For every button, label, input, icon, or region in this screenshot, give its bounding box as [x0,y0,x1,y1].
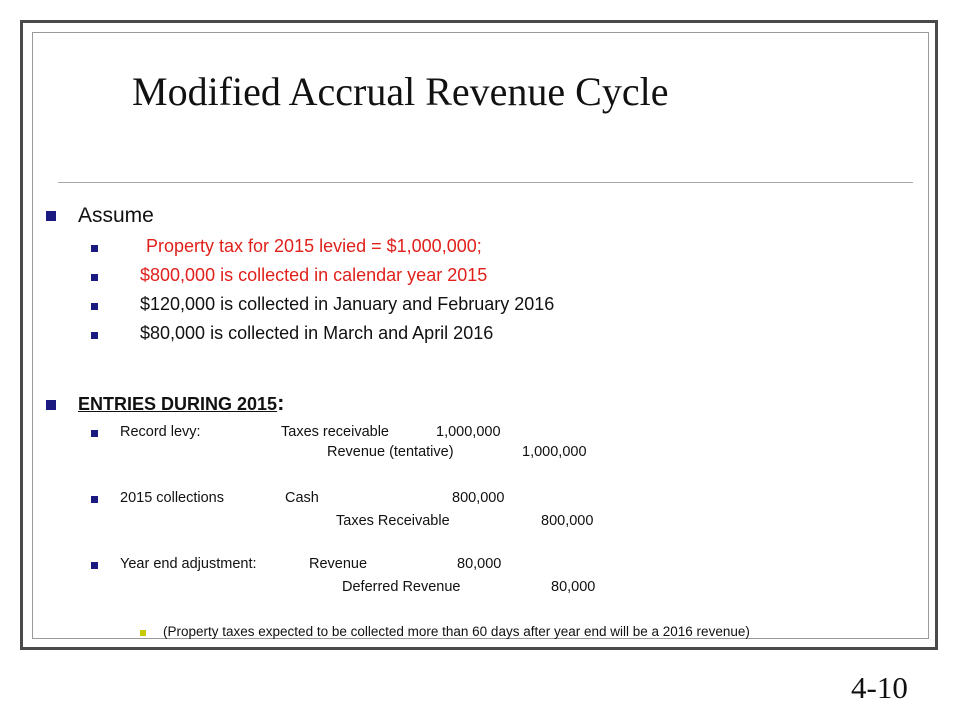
entries-heading [78,390,284,416]
entries-heading-text: ENTRIES DURING 2015 [78,394,278,414]
adjustment-debit-amount: 80,000 [457,556,502,572]
bullet-icon [91,332,98,339]
assume-item-levy: Property tax for 2015 levied = $1,000,000; [146,236,482,256]
adjustment-credit-amount: 80,000 [551,579,596,595]
bullet-icon [91,303,98,310]
sub-bullet-icon [140,630,146,636]
bullet-icon [91,562,98,569]
assume-heading: Assume [78,204,154,227]
assume-item-jan-feb: $120,000 is collected in January and February 2016 [140,294,555,314]
bullet-icon [91,245,98,252]
collections-credit-account: Taxes Receivable [336,513,450,529]
adjustment-credit-account: Deferred Revenue [342,579,461,595]
collections-debit-account: Cash [285,490,319,506]
collections-debit-amount: 800,000 [452,490,505,506]
levy-credit-amount: 1,000,000 [522,444,587,460]
levy-label: Record levy: [120,424,201,440]
slide-title: Modified Accrual Revenue Cycle [132,69,669,114]
page-number: 4-10 [851,670,908,705]
title-divider [58,182,913,183]
collections-credit-amount: 800,000 [541,513,594,529]
assume-item-2015-collection: $800,000 is collected in calendar year 2015 [140,265,488,285]
bullet-icon [91,274,98,281]
bullet-icon [91,496,98,503]
bullet-icon [46,400,56,410]
entries-heading-colon: : [277,390,285,415]
deferral-note: (Property taxes expected to be collected more than 60 days after year end will be a 2016 revenue) [163,624,750,639]
collections-label: 2015 collections [120,490,224,506]
adjustment-debit-account: Revenue [309,556,368,572]
assume-item-mar-apr: $80,000 is collected in March and April 2016 [140,323,494,343]
adjustment-label: Year end adjustment: [120,556,257,572]
levy-debit-amount: 1,000,000 [436,424,501,440]
bullet-icon [46,211,56,221]
levy-debit-account: Taxes receivable [281,424,389,440]
bullet-icon [91,430,98,437]
levy-credit-account: Revenue (tentative) [327,444,454,460]
